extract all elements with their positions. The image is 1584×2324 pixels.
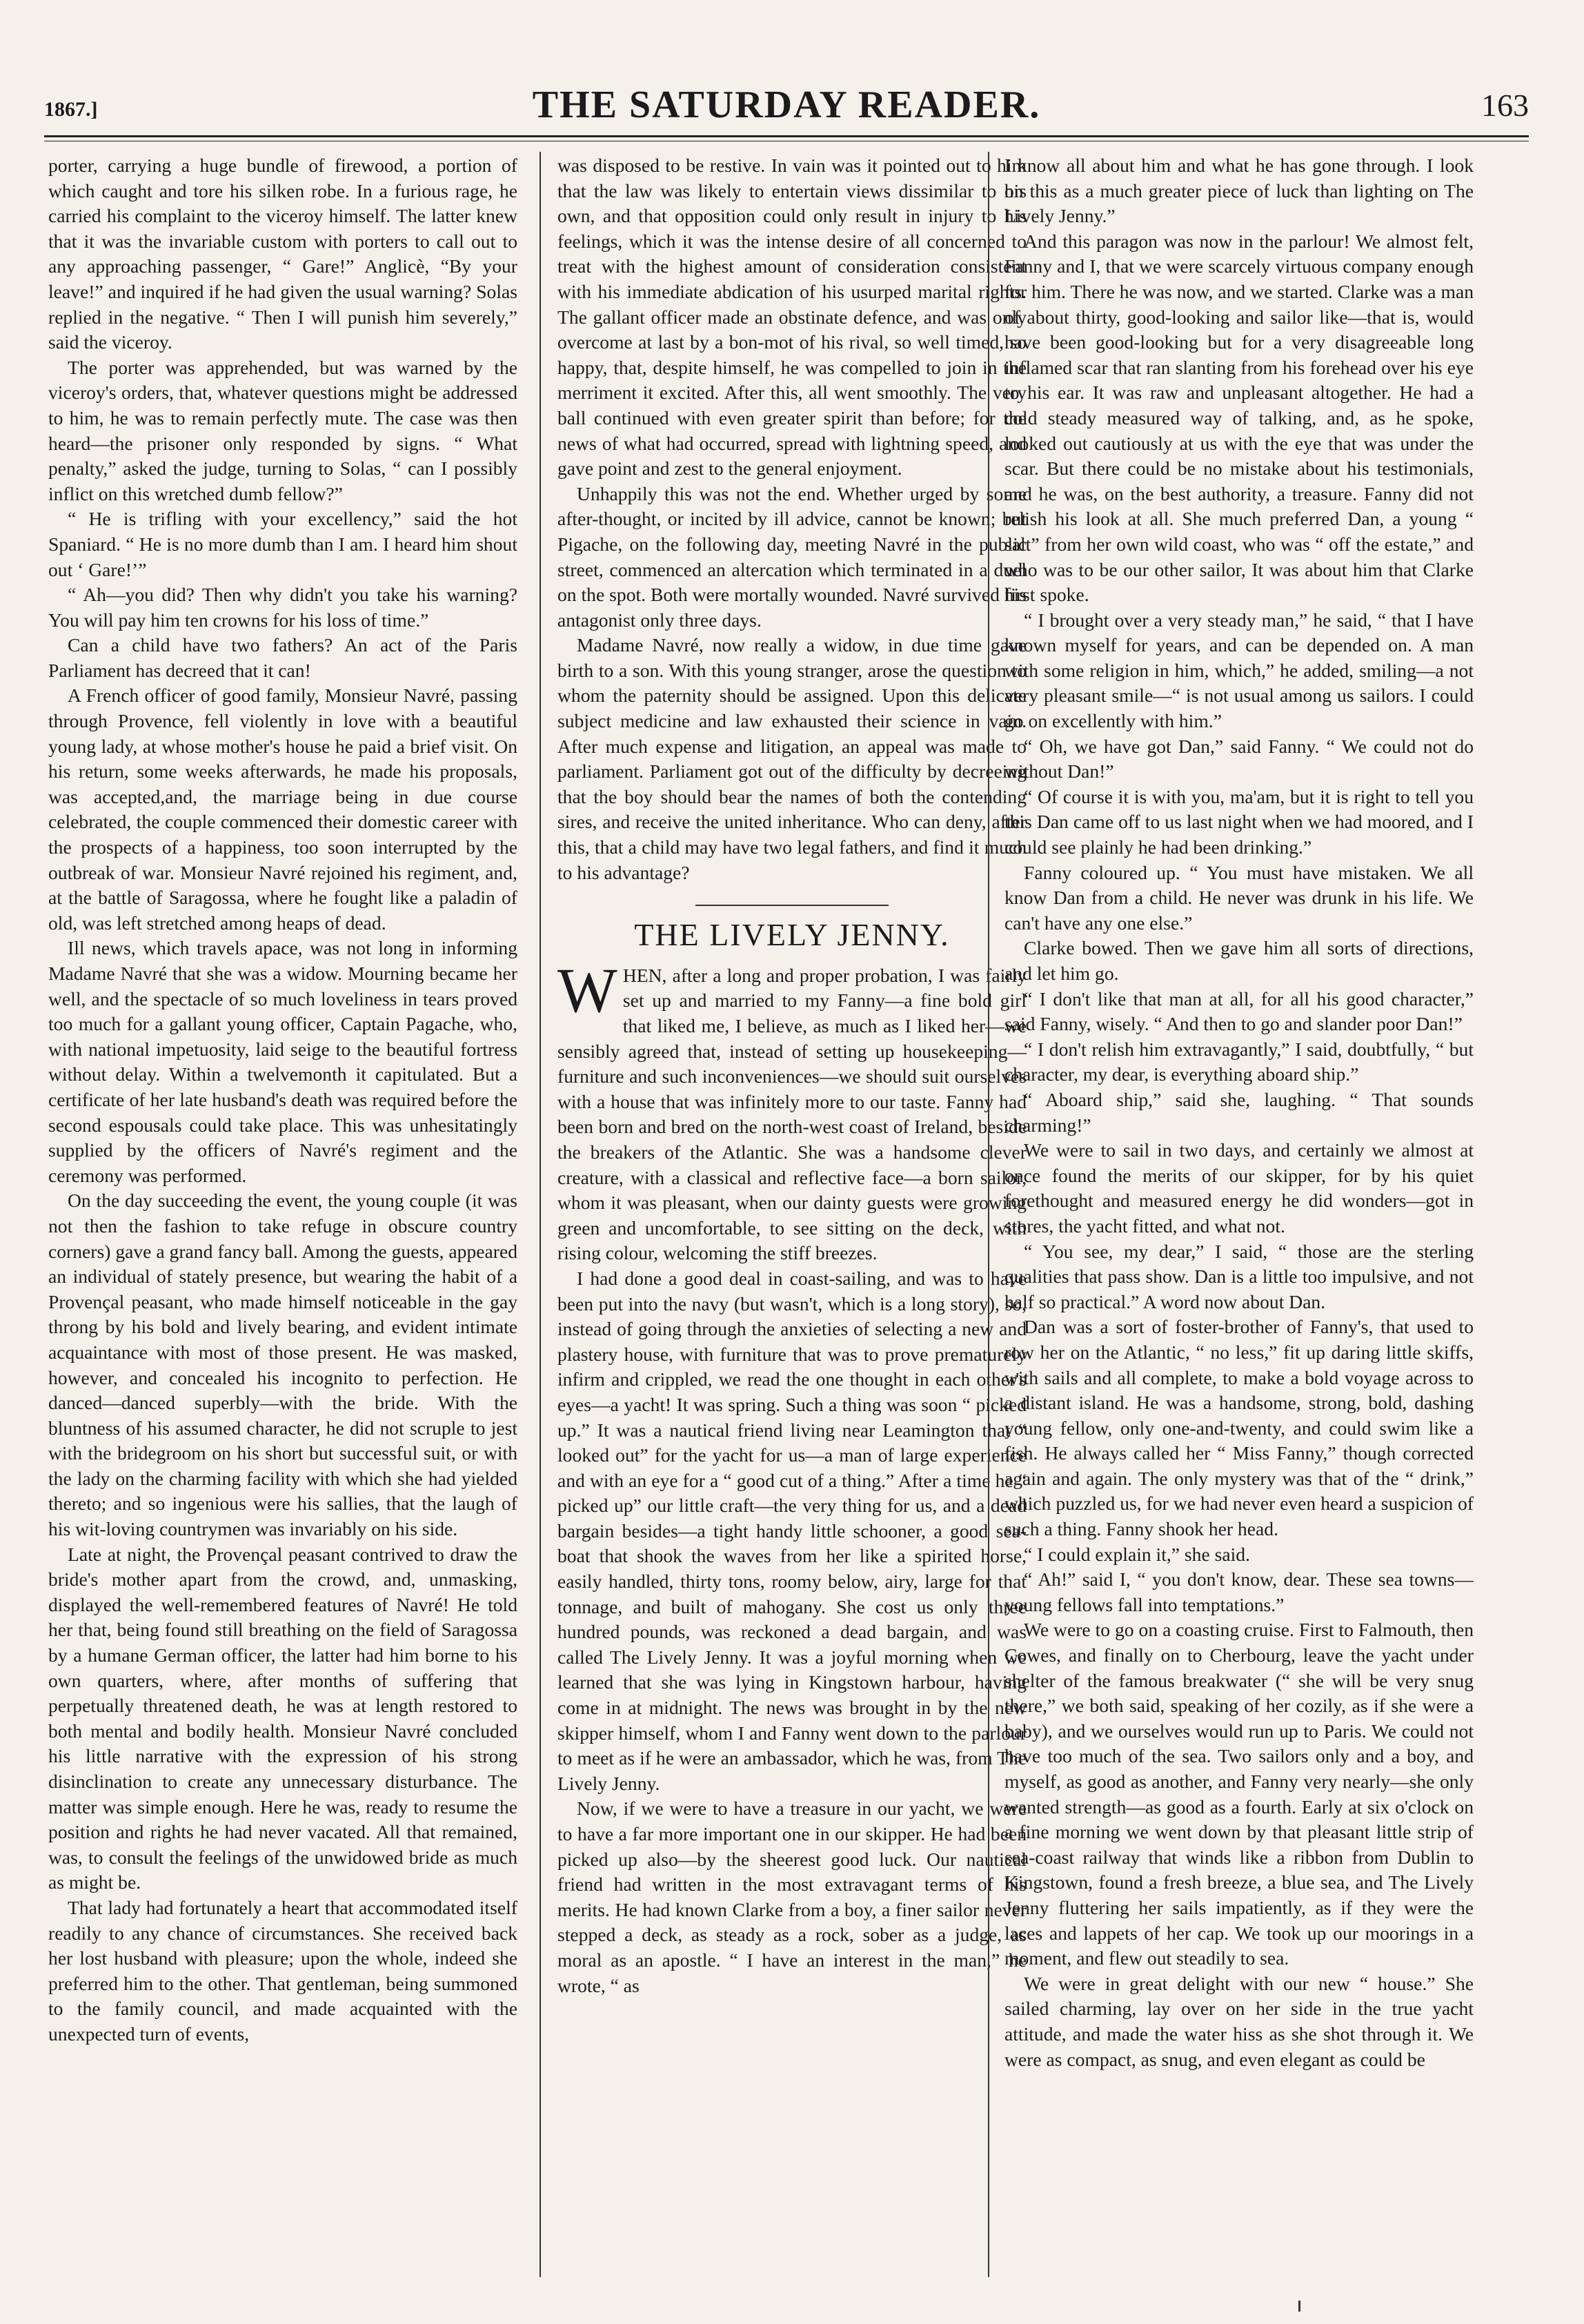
paragraph: That lady had fortunately a heart that accommodated itself readily to any chance of circumstances. She received back her lost husband with pleasure; upon the whole, indeed she preferred him to the other. That gentleman, being summoned to the family council, and made acquainted with the unexpected turn of events,: [48, 1896, 517, 2045]
paragraph: was disposed to be restive. In vain was it pointed out to him that the law was likely to entertain views dissimilar to his own, and that opposition could only result in injury to his feelings, which it was the intense desire of all concerned to treat with the highest amount of consideration consistent with his immediate abdication of his usurped marital rights. The gallant officer made an obstinate defence, and was only overcome at last by a bon-mot of his rival, so well timed, so happy, that, despite himself, he was compelled to join in the merriment it excited. After this, all went smoothly. The very ball continued with even greater spirit than before; for the news of what had occurred, spread with lightning speed, and gave point and zest to the general enjoyment.: [557, 155, 1027, 480]
paragraph: Ill news, which travels apace, was not long in informing Madame Navré that she was a widow. Mourning became her well, and the spectacle of so much loveliness in tears proved too much for a gallant young officer, Captain Pagache, who, with national impetuosity, laid seige to the beautiful fortress without delay. Within a twelvemonth it capitulated. But a certificate of her late husband's death was required before the second espousals could take place. This was unhesitatingly supplied by the officers of Navré's regiment and the ceremony was performed.: [48, 937, 517, 1186]
paragraph: We were to sail in two days, and certainly we almost at once found the merits of our skipper, for by his quiet forethought and measured energy he did wonders—got in stores, the yacht fitted, and what not.: [1004, 1139, 1474, 1237]
paragraph: I had done a good deal in coast-sailing, and was to have been put into the navy (but wasn't, which is a long story), so, instead of going through the anxieties of selecting a new and plastery house, with furniture that was to prove prematurely infirm and crippled, we read the one thought in each other's eyes—a yacht! It was spring. Such a thing was soon “ picked up.” It was a nautical friend living near Leamington that “ looked out” for the yacht for us—a man of large experience and with an eye for a “ good cut of a thing.” After a time he “ picked up” our little craft—the very thing for us, and a dead bargain besides—a tight handy little schooner, a good sea-boat that shook the waves from her like a spirited horse, easily handled, thirty tons, roomy below, airy, large for that tonnage, and built of mahogany. She cost us only three hundred pounds, was reckoned a dead bargain, and was called The Lively Jenny. It was a joyful morning when we learned that she was lying in Kingstown harbour, having come in at midnight. The news was brought in by the new skipper himself, whom I and Fanny went down to the parlour to meet as if he were an ambassador, which he was, from The Lively Jenny.: [557, 1267, 1027, 1794]
column-divider: [988, 152, 989, 2277]
paragraph: We were in great delight with our new “ house.” She sailed charming, lay over on her side in the true yacht attitude, and made the water hiss as she shot through it. We were as compact, as snug, and even elegant as could be: [1004, 1972, 1474, 2070]
paragraph: Unhappily this was not the end. Whether urged by some after-thought, or incited by ill advice, cannot be known; but Pigache, on the following day, meeting Navré in the public street, commenced an altercation which terminated in a duel on the spot. Both were mortally wounded. Navré survived his antagonist only three days.: [557, 482, 1027, 631]
paragraph: “ I don't like that man at all, for all his good character,” said Fanny, wisely. “ And then to go and slander poor Dan!”: [1004, 987, 1474, 1035]
section-divider: [695, 905, 889, 906]
paragraph: Madame Navré, now really a widow, in due time gave birth to a son. With this young stranger, arose the question to whom the paternity should be assigned. Upon this delicate subject medicine and law exhausted their science in vain. After much expense and litigation, an appeal was made to parliament. Parliament got out of the difficulty by decreeing that the boy should bear the names of both the contending sires, and receive the united inheritance. Who can deny, after this, that a child may have two legal fathers, and find it much to his advantage?: [557, 634, 1027, 883]
volume-year: 1867.]: [44, 98, 98, 121]
paragraph: On the day succeeding the event, the young couple (it was not then the fashion to take refuge in obscure country corners) gave a grand fancy ball. Among the guests, appeared an individual of stately presence, but wearing the habit of a Provençal peasant, who made himself noticeable in the gay throng by his bold and lively bearing, and evident intimate acquaintance with most of those present. He was masked, however, and concealed his incognito to perfection. He danced—danced superbly—with the bride. With the bluntness of his assumed character, he did not scruple to jest with the bridegroom on his short but successful suit, or with the lady on the charming facility with which she had yielded thereto; and so ingenious were his sallies, that the laugh of his wit-loving countrymen was invariably on his side.: [48, 1190, 517, 1540]
paragraph: Clarke bowed. Then we gave him all sorts of directions, and let him go.: [1004, 937, 1474, 984]
paragraph: The porter was apprehended, but was warned by the viceroy's orders, that, whatever questions might be addressed to him, he was to remain perfectly mute. The case was then heard—the prisoner only responded by signs. “ What penalty,” asked the judge, turning to Solas, “ can I possibly inflict on this wretched dumb fellow?”: [48, 356, 517, 504]
article-title: THE LIVELY JENNY.: [634, 917, 950, 953]
paragraph: porter, carrying a huge bundle of firewood, a portion of which caught and tore his silken robe. In a furious rage, he carried his complaint to the viceroy himself. The latter knew that it was the invariable custom with porters to call out to any approaching passenger, “ Gare!” Anglicè, “By your leave!” and inquired if he had given the usual warning? Solas replied in the negative. “ Then I will punish him severely,” said the viceroy.: [48, 155, 517, 353]
paragraph: “ Oh, we have got Dan,” said Fanny. “ We could not do without Dan!”: [1004, 735, 1474, 782]
header-rule: [44, 135, 1529, 137]
paragraph: Now, if we were to have a treasure in our yacht, we were to have a far more important one in our skipper. He had been picked up also—by the sheerest good luck. Our nautical friend had written in the most extravagant terms of his merits. He had known Clarke from a boy, a finer sailor never stepped a deck, as steady as a rock, sober as a judge, as moral as an apostle. “ I have an interest in the man,” he wrote, “ as: [557, 1798, 1027, 1996]
paragraph: “ I brought over a very steady man,” he said, “ that I have known myself for years, and can be depended on. A man with some religion in him, which,” he added, smiling—a not very pleasant smile—“ is not usual among us sailors. I could go on excellently with him.”: [1004, 609, 1474, 732]
paragraph: And this paragon was now in the parlour! We almost felt, Fanny and I, that we were scarcely virtuous company enough for him. There he was now, and we started. Clarke was a man of about thirty, good-looking and sailor like—that is, would have been good-looking but for a very disagreeable long inflamed scar that ran slanting from his forehead over his eye to his ear. It was raw and unpleasant altogether. He had a cold steady measured way of talking, and, as he spoke, looked out cautiously at us with the eye that was under the scar. But there could be no mistake about his testimonials, and he was, on the best authority, a treasure. Fanny did not relish his look at all. She much preferred Dan, a young “ salt” from her own wild coast, who was “ off the estate,” and who was to be our other sailor, It was about him that Clarke first spoke.: [1004, 230, 1474, 606]
paragraph: Can a child have two fathers? An act of the Paris Parliament has decreed that it can!: [48, 634, 517, 681]
column-2: [557, 153, 1027, 2278]
column-3: [1004, 153, 1474, 2278]
paragraph: A French officer of good family, Monsieur Navré, passing through Provence, fell violently in love with a beautiful young lady, at whose mother's house he paid a brief visit. On his return, some weeks afterwards, he made his proposals, was accepted,and, the marriage being in due course celebrated, the couple commenced their domestic career with the prospects of a happiness, too soon interrupted by the outbreak of war. Monsieur Navré rejoined his regiment, and, at the battle of Saragossa, where he fought like a paladin of old, was left stretched among heaps of dead.: [48, 685, 517, 934]
page-header: [44, 83, 1529, 131]
publication-title: THE SATURDAY READER.: [532, 83, 1041, 126]
paragraph: [557, 954, 1027, 1266]
paragraph: I know all about him and what he has gone through. I look on this as a much greater piece of luck than lighting on The Lively Jenny.”: [1004, 155, 1474, 227]
paragraph: “ I don't relish him extravagantly,” I said, doubtfully, “ but character, my dear, is everything aboard ship.”: [1004, 1038, 1474, 1085]
paragraph: Dan was a sort of foster-brother of Fanny's, that used to row her on the Atlantic, “ no less,” fit up daring little skiffs, with sails and all complete, to make a bold voyage across to a distant island. He was a handsome, strong, bold, dashing young fellow, only one-and-twenty, and could swim like a fish. He always called her “ Miss Fanny,” though corrected again and again. The only mystery was that of the “ drink,” which puzzled us, for we had never even heard a suspicion of such a thing. Fanny shook her head.: [1004, 1316, 1474, 1540]
column-1: [48, 153, 517, 2278]
paragraph: “ I could explain it,” she said.: [1024, 1543, 1250, 1565]
page-number: 163: [1481, 88, 1529, 123]
printer-mark: [1298, 2301, 1300, 2312]
column-divider: [539, 152, 541, 2277]
paragraph: Late at night, the Provençal peasant contrived to draw the bride's mother apart from the crowd, and, unmasking, displayed the well-remembered features of Navré! He told her that, being found still breathing on the field of Saragossa by a humane German officer, the latter had him borne to his own quarters, where, after months of suffering that perpetually threatened death, he was at length restored to both mental and bodily health. Monsieur Navré concluded his little narrative with the expression of his strong disinclination to create any unnecessary disturbance. The matter was simple enough. Here he was, ready to resume the position and rights he had never vacated. All that remained, was, to consult the feelings of the unwidowed bride as much as might be.: [48, 1543, 517, 1893]
paragraph: Fanny coloured up. “ You must have mistaken. We all know Dan from a child. He never was drunk in his life. We can't have any one else.”: [1004, 861, 1474, 934]
paragraph: “ You see, my dear,” I said, “ those are the sterling qualities that pass show. Dan is a little too impulsive, and not half so practical.” A word now about Dan.: [1004, 1240, 1474, 1312]
paragraph: “ Ah—you did? Then why didn't you take his warning? You will pay him ten crowns for his loss of time.”: [48, 584, 517, 631]
paragraph: “ He is trifling with your excellency,” said the hot Spaniard. “ He is no more dumb than I am. I heard him shout out ‘ Gare!’”: [48, 508, 517, 580]
paragraph: “ Aboard ship,” said she, laughing. “ That sounds charming!”: [1004, 1088, 1474, 1136]
paragraph: We were to go on a coasting cruise. First to Falmouth, then Cowes, and finally on to Cherbourg, leave the yacht under shelter of the famous breakwater (“ she will be very snug there,” we both said, speaking of her cozily, as if she were a baby), and we ourselves would run up to Paris. We could not have too much of the sea. Two sailors only and a boy, and myself, as good as another, and Fanny very nearly—she only wanted strength—as good as a fourth. Early at six o'clock on a fine morning we went down by that pleasant little strip of sea-coast railway that winds like a ribbon from Dublin to Kingstown, found a fresh breeze, a blue sea, and The Lively Jenny fluttering her sails impatiently, as if they were the laces and lappets of her cap. We took up our moorings in a moment, and flew out steadily to sea.: [1004, 1619, 1474, 1969]
paragraph: “ Of course it is with you, ma'am, but it is right to tell you this Dan came off to us last night when we had moored, and I could see plainly he had been drinking.”: [1004, 785, 1474, 858]
drop-cap: W: [557, 954, 617, 1025]
paragraph: “ Ah!” said I, “ you don't know, dear. These sea towns—young fellows fall into temptations.”: [1004, 1568, 1474, 1615]
paragraph-text: HEN, after a long and proper probation, I was fairly set up and married to my Fanny—a fine bold girl that liked me, I believe, as much as I liked her—we sensibly agreed that, instead of setting up housekeeping—furniture and such inconveniences—we should suit ourselves with a house that was infinitely more to our taste. Fanny had been born and bred on the north-west coast of Ireland, beside the breakers of the Atlantic. She was a handsome clever creature, with a classical and reflective face—a born sailor, whom it was pleasant, when our dainty guests were growing green and uncomfortable, to see sitting on the deck, with rising colour, welcoming the stiff breezes.: [557, 964, 1027, 1264]
